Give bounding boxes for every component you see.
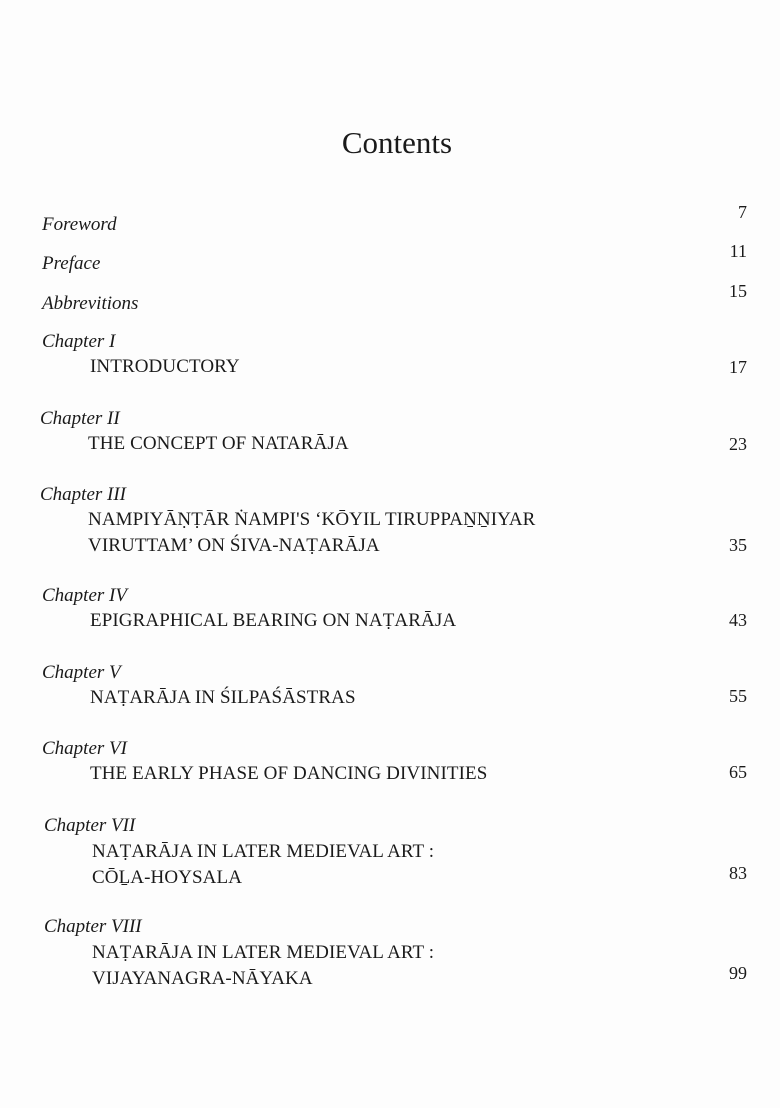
entry-title: THE EARLY PHASE OF DANCING DIVINITIES	[90, 763, 488, 784]
page-number: 99	[729, 963, 747, 983]
page-number: 83	[729, 863, 747, 883]
entry-title: CŌḺA-HOYSALA	[92, 867, 243, 888]
page-number: 17	[729, 357, 747, 377]
entry-title: NAMPIYĀṆṬĀR ṄAMPI'S ‘KŌYIL TIRUPPAṈṈIYAR	[88, 509, 536, 530]
entry-label: Chapter IV	[42, 585, 127, 606]
page-number: 7	[738, 202, 747, 222]
entry-label: Chapter VIII	[44, 916, 142, 937]
entry-title: NAṬARĀJA IN LATER MEDIEVAL ART :	[92, 841, 435, 862]
page-number: 43	[729, 610, 747, 630]
entry-label: Foreword	[42, 214, 117, 235]
entry-label: Chapter II	[40, 408, 120, 429]
entry-title: VIRUTTAM’ ON ŚIVA-NAṬARĀJA	[88, 535, 380, 556]
entry-label: Abbrevitions	[42, 293, 139, 314]
entry-label: Chapter I	[42, 331, 116, 352]
page-number: 55	[729, 686, 747, 706]
page-number: 11	[729, 241, 747, 261]
entry-label: Chapter VII	[44, 815, 136, 836]
entry-title: VIJAYANAGRA-NĀYAKA	[92, 968, 313, 989]
entry-title: NAṬARĀJA IN ŚILPAŚĀSTRAS	[90, 687, 356, 708]
entry-label: Preface	[42, 253, 101, 274]
entry-title: THE CONCEPT OF NATARĀJA	[88, 433, 349, 454]
page-number: 65	[729, 762, 747, 782]
entry-label: Chapter III	[40, 484, 127, 505]
entry-label: Chapter VI	[42, 738, 127, 759]
page-number: 15	[729, 281, 747, 301]
entry-title: EPIGRAPHICAL BEARING ON NAṬARĀJA	[90, 610, 457, 631]
entry-title: INTRODUCTORY	[90, 356, 240, 377]
page-number: 23	[729, 434, 747, 454]
entry-label: Chapter V	[42, 662, 121, 683]
entry-title: NAṬARĀJA IN LATER MEDIEVAL ART :	[92, 942, 435, 963]
page-title: Contents	[341, 125, 453, 160]
page-number: 35	[729, 535, 747, 555]
